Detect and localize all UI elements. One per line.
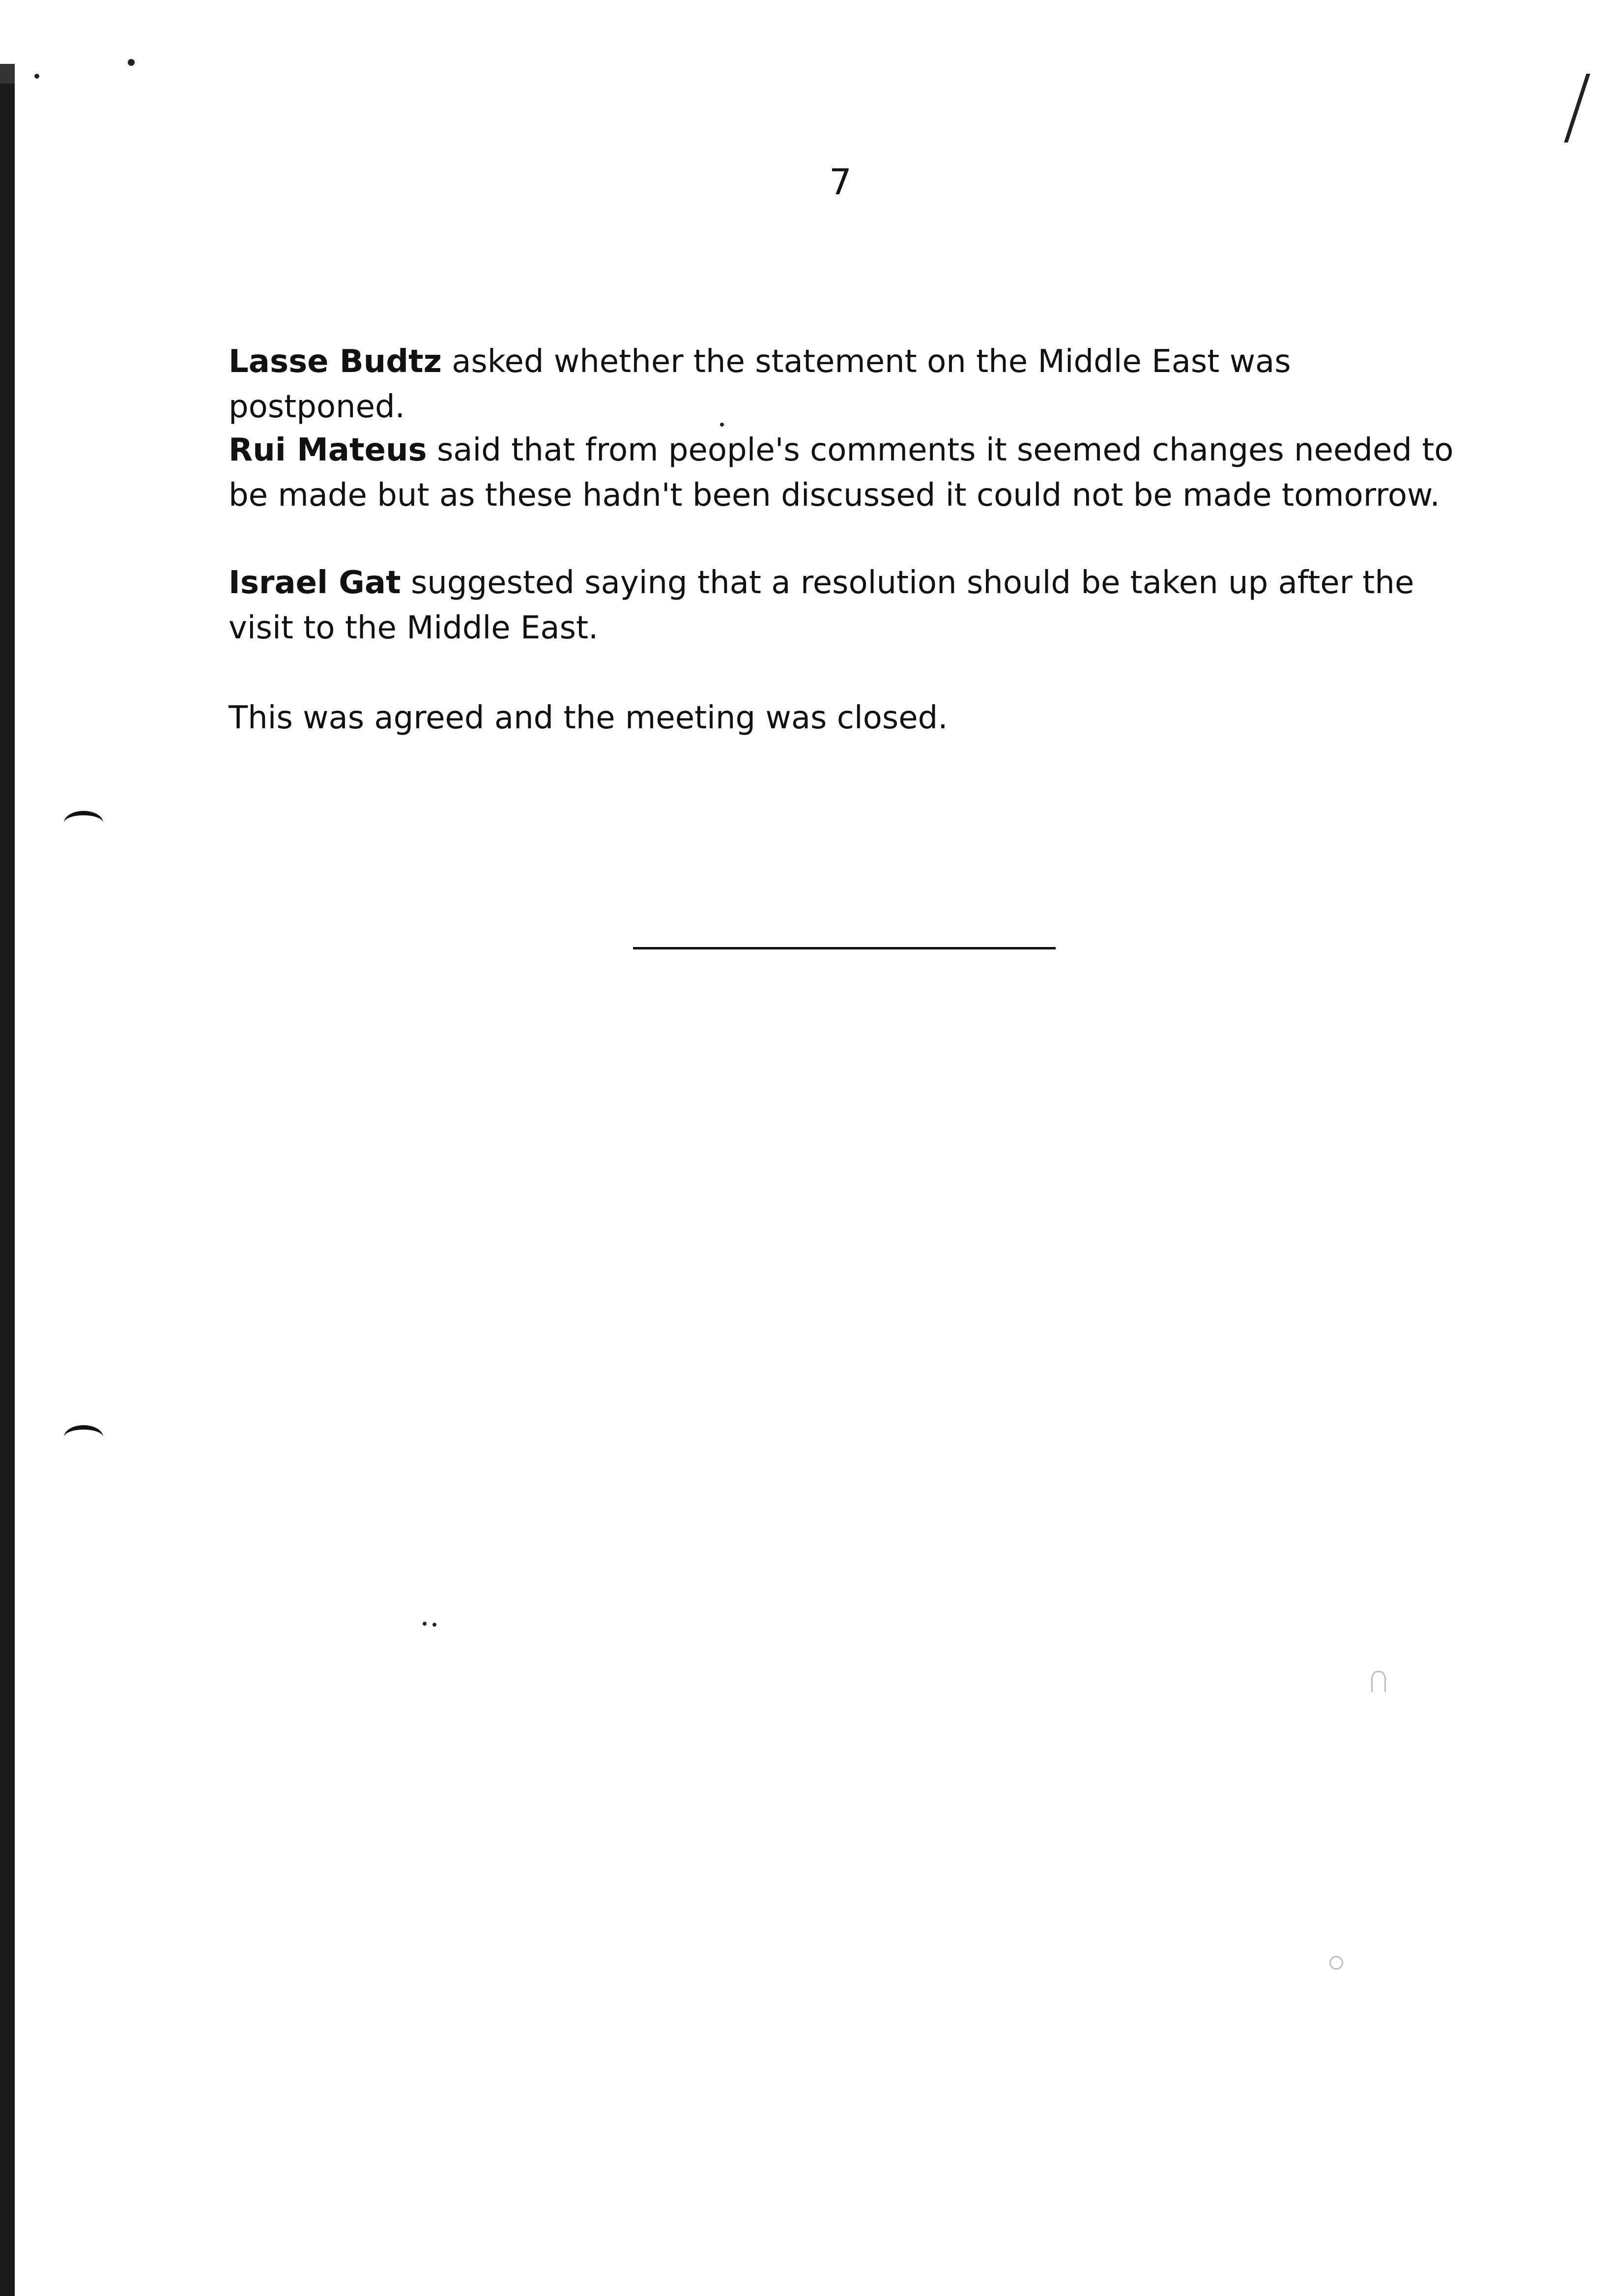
scan-edge	[0, 69, 15, 2296]
scan-speck	[432, 1623, 436, 1627]
paragraph-text: This was agreed and the meeting was closed.	[229, 700, 948, 736]
scan-edge-mark	[0, 64, 15, 84]
speaker-name: Rui Mateus	[229, 432, 427, 468]
paragraph-text: asked whether the statement on the Middle East was postponed.	[229, 344, 1291, 425]
minutes-paragraph	[229, 560, 1477, 651]
scan-speck	[423, 1622, 427, 1626]
speaker-name: Israel Gat	[229, 565, 401, 601]
minutes-paragraph	[229, 339, 1477, 430]
scan-speck	[128, 59, 135, 66]
speaker-name: Lasse Budtz	[229, 344, 442, 380]
paragraph-text: said that from people's comments it seemed changes needed to be made but as these hadn't been discussed it could not be made tomorrow.	[229, 432, 1454, 514]
faint-scan-mark	[1329, 1956, 1343, 1970]
faint-scan-mark	[1371, 1671, 1386, 1692]
minutes-paragraph	[229, 695, 1477, 741]
end-divider-line	[633, 947, 1056, 949]
scan-speck	[34, 74, 39, 79]
paragraph-text: suggested saying that a resolution should be taken up after the visit to the Middle East.	[229, 565, 1414, 646]
page-number: 7	[829, 161, 852, 202]
punch-hole-mark	[64, 1425, 103, 1449]
corner-scan-mark	[1564, 74, 1612, 143]
punch-hole-mark	[64, 811, 103, 835]
minutes-paragraph	[229, 428, 1477, 518]
